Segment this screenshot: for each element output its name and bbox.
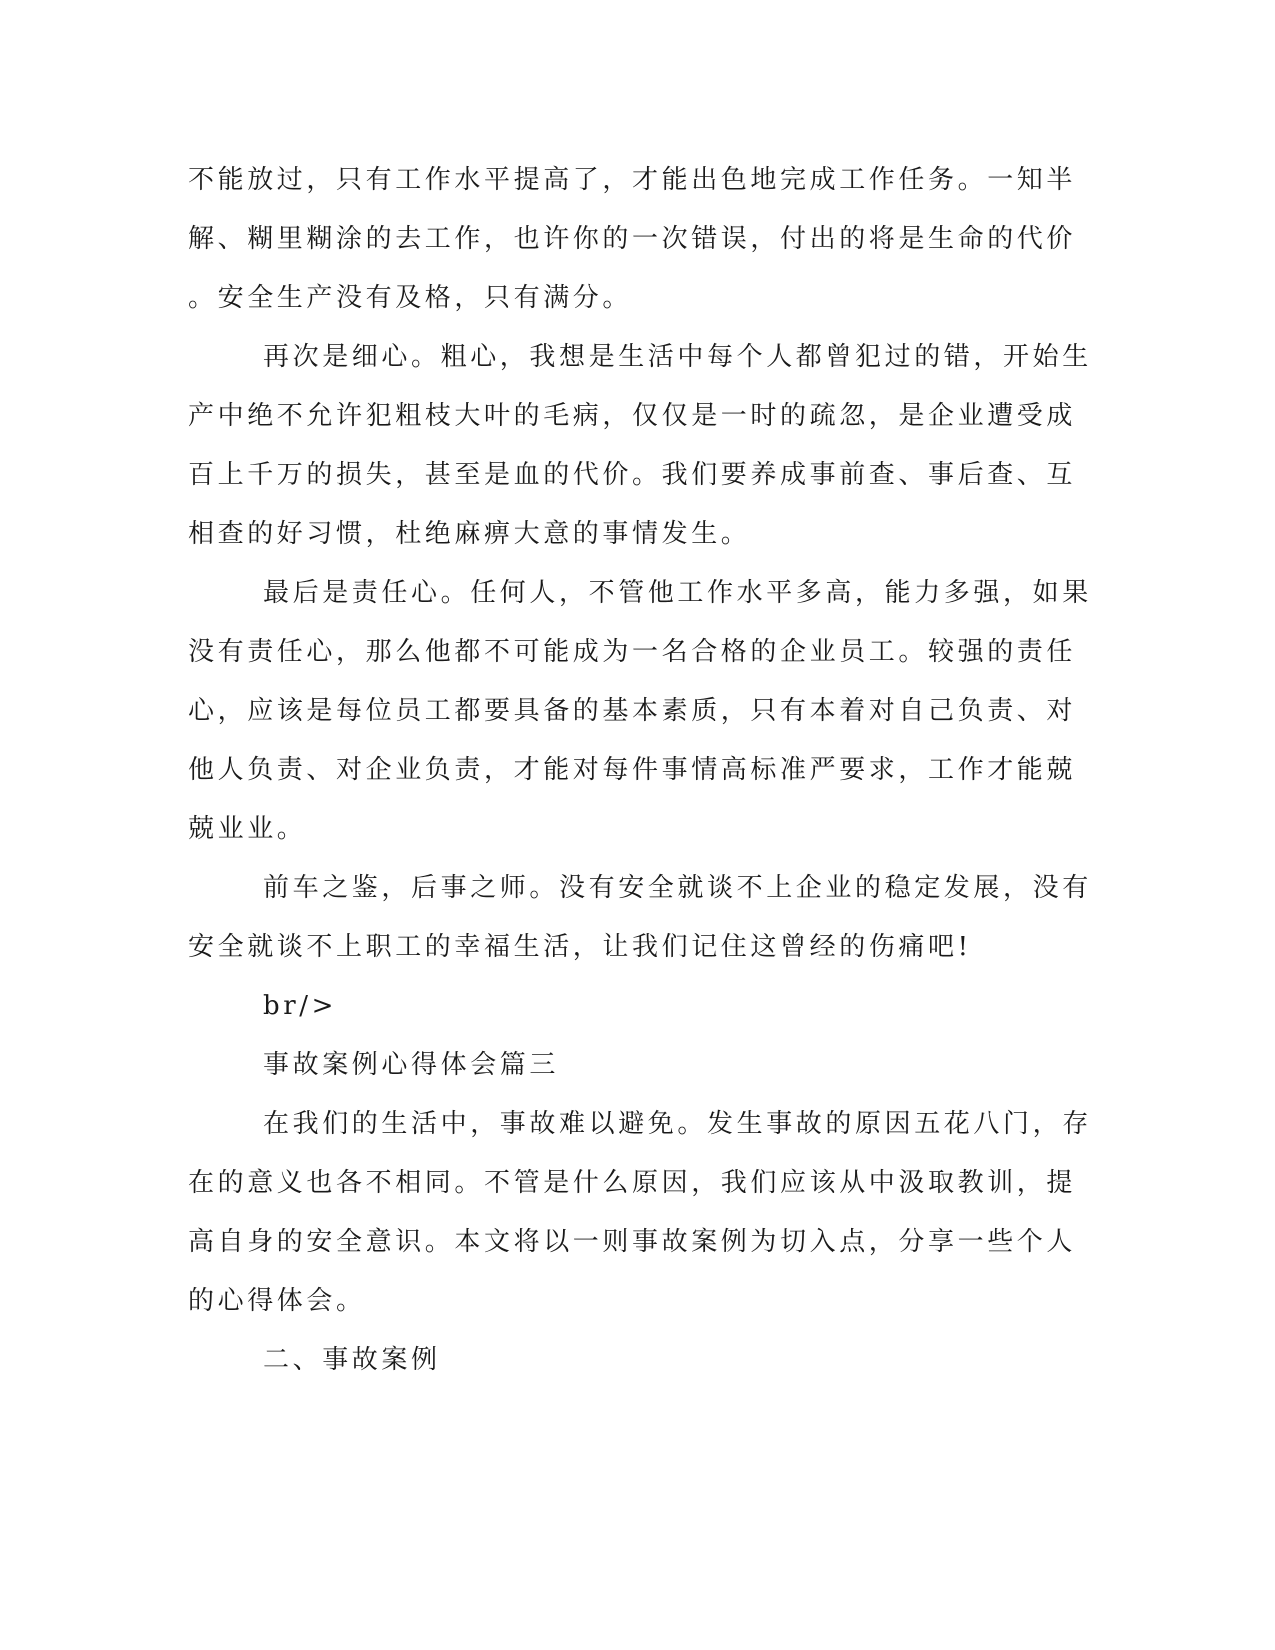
stray-markup-text: br/> <box>263 991 338 1021</box>
text-line: 安全就谈不上职工的幸福生活，让我们记住这曾经的伤痛吧! <box>188 932 972 962</box>
paragraph-first-line: 再次是细心。粗心，我想是生活中每个人都曾犯过的错，开始生 <box>263 342 1092 372</box>
text-line: 解、糊里糊涂的去工作，也许你的一次错误，付出的将是生命的代价 <box>188 224 1077 254</box>
text-line: 不能放过，只有工作水平提高了，才能出色地完成工作任务。一知半 <box>188 165 1077 195</box>
text-line: 的心得体会。 <box>188 1286 366 1316</box>
text-line: 没有责任心，那么他都不可能成为一名合格的企业员工。较强的责任 <box>188 637 1077 667</box>
text-line: 高自身的安全意识。本文将以一则事故案例为切入点，分享一些个人 <box>188 1227 1077 1257</box>
text-line: 兢业业。 <box>188 814 307 844</box>
text-line: 他人负责、对企业负责，才能对每件事情高标准严要求，工作才能兢 <box>188 755 1077 785</box>
text-line: 产中绝不允许犯粗枝大叶的毛病，仅仅是一时的疏忽，是企业遭受成 <box>188 401 1077 431</box>
paragraph-first-line: 最后是责任心。任何人，不管他工作水平多高，能力多强，如果 <box>263 578 1092 608</box>
text-line: 百上千万的损失，甚至是血的代价。我们要养成事前查、事后查、互 <box>188 460 1077 490</box>
text-line: 心，应该是每位员工都要具备的基本素质，只有本着对自己负责、对 <box>188 696 1077 726</box>
section-heading: 二、事故案例 <box>263 1345 441 1375</box>
section-heading: 事故案例心得体会篇三 <box>263 1050 560 1080</box>
text-line: 相查的好习惯，杜绝麻痹大意的事情发生。 <box>188 519 751 549</box>
paragraph-first-line: 前车之鉴，后事之师。没有安全就谈不上企业的稳定发展，没有 <box>263 873 1092 903</box>
text-line: 。安全生产没有及格，只有满分。 <box>188 283 633 313</box>
text-line: 在的意义也各不相同。不管是什么原因，我们应该从中汲取教训，提 <box>188 1168 1077 1198</box>
paragraph-first-line: 在我们的生活中，事故难以避免。发生事故的原因五花八门，存 <box>263 1109 1092 1139</box>
